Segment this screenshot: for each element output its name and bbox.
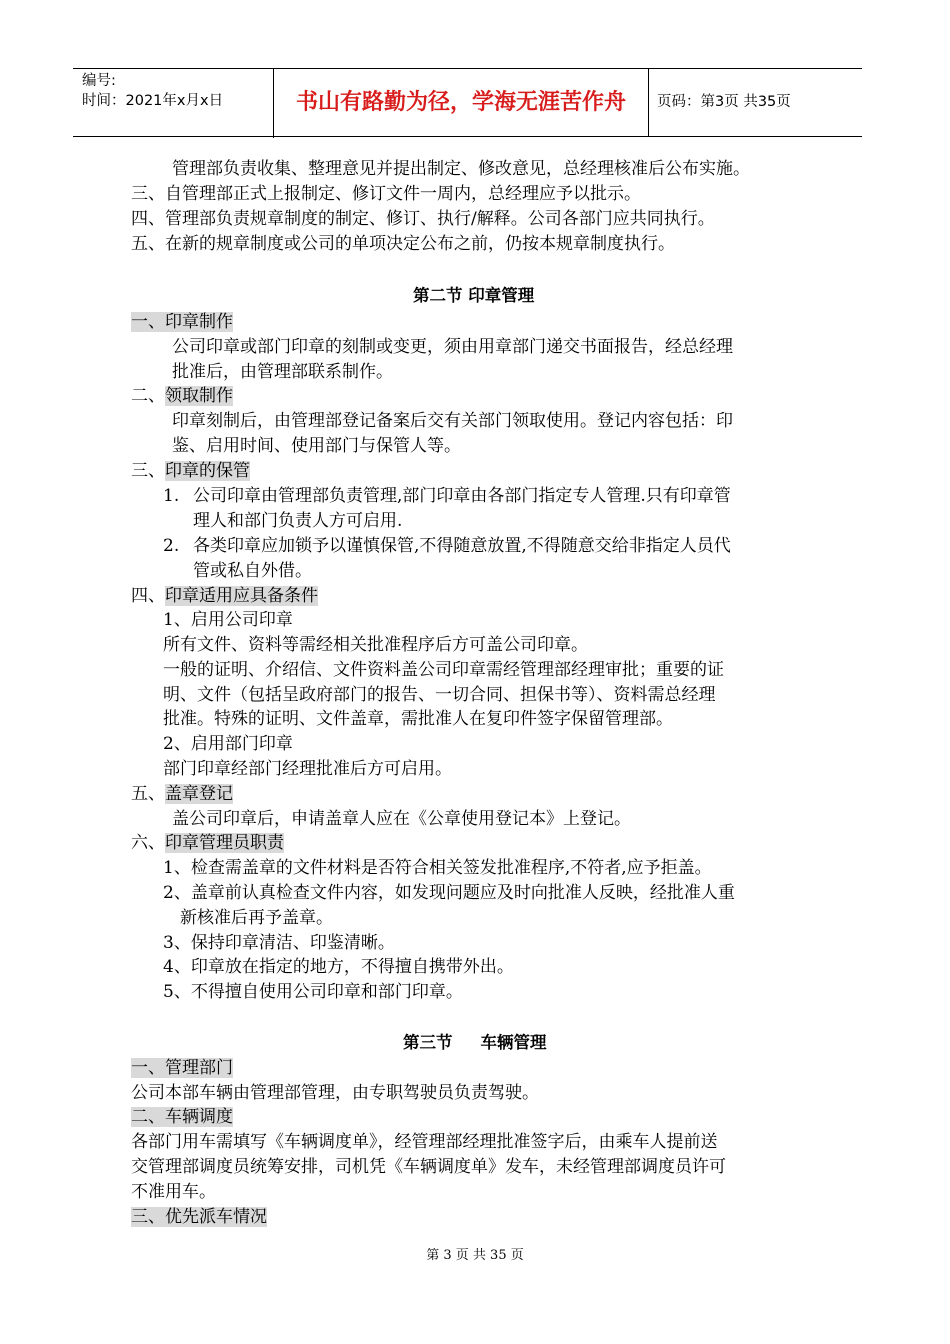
paragraph-line: 五、在新的规章制度或公司的单项决定公布之前，仍按本规章制度执行。	[131, 234, 675, 254]
list-item: 2、盖章前认真检查文件内容，如发现问题应及时向批准人反映，经批准人重	[163, 883, 735, 903]
paragraph-line: 管或私自外借。	[193, 561, 312, 581]
subheading: 一、印章制作	[131, 312, 233, 332]
header-page-number: 页码：第3页 共35页	[657, 94, 791, 110]
list-item: 1. 公司印章由管理部负责管理,部门印章由各部门指定专人管理.只有印章管	[163, 486, 731, 506]
subheading: 三、印章的保管	[131, 461, 250, 481]
paragraph-line: 批准。特殊的证明、文件盖章，需批准人在复印件签字保留管理部。	[163, 709, 673, 729]
header-motto: 书山有路勤为径，学海无涯苦作舟	[274, 69, 649, 136]
page-footer: 第 3 页 共 35 页	[426, 1248, 524, 1263]
subheading: 三、优先派车情况	[131, 1207, 267, 1227]
subheading: 二、领取制作	[131, 386, 233, 406]
paragraph-line: 印章刻制后，由管理部登记备案后交有关部门领取使用。登记内容包括：印	[172, 411, 733, 431]
document-header	[73, 68, 862, 137]
list-item: 5、不得擅自使用公司印章和部门印章。	[163, 982, 463, 1002]
list-item: 2. 各类印章应加锁予以谨慎保管,不得随意放置,不得随意交给非指定人员代	[163, 536, 731, 556]
paragraph-line: 各部门用车需填写《车辆调度单》，经管理部经理批准签字后，由乘车人提前送	[131, 1132, 718, 1152]
header-meta	[73, 69, 274, 138]
paragraph-line: 不准用车。	[131, 1182, 216, 1202]
paragraph-line: 批准后，由管理部联系制作。	[172, 362, 393, 382]
paragraph-line: 鉴、启用时间、使用部门与保管人等。	[172, 436, 461, 456]
paragraph-line: 四、管理部负责规章制度的制定、修订、执行/解释。公司各部门应共同执行。	[131, 209, 715, 229]
paragraph-line: 管理部负责收集、整理意见并提出制定、修改意见，总经理核准后公布实施。	[172, 159, 750, 179]
paragraph-line: 公司印章或部门印章的刻制或变更，须由用章部门递交书面报告，经总经理	[172, 337, 733, 357]
paragraph-line: 部门印章经部门经理批准后方可启用。	[163, 759, 452, 779]
paragraph-line: 所有文件、资料等需经相关批准程序后方可盖公司印章。	[163, 635, 588, 655]
doc-date: 时间：2021年x月x日	[82, 93, 224, 109]
doc-number-label: 编号:	[82, 73, 116, 89]
section-title: 第三节 车辆管理	[403, 1033, 547, 1052]
paragraph-line: 交管理部调度员统筹安排，司机凭《车辆调度单》发车，未经管理部调度员许可	[131, 1157, 726, 1177]
paragraph-line: 2、启用部门印章	[163, 734, 293, 754]
subheading: 一、管理部门	[131, 1058, 233, 1078]
paragraph-line: 一般的证明、介绍信、文件资料盖公司印章需经管理部经理审批；重要的证	[163, 660, 724, 680]
paragraph-line: 盖公司印章后，申请盖章人应在《公章使用登记本》上登记。	[172, 809, 631, 829]
paragraph-line: 公司本部车辆由管理部管理，由专职驾驶员负责驾驶。	[131, 1083, 539, 1103]
section-title: 第二节 印章管理	[413, 286, 535, 305]
subheading: 四、印章适用应具备条件	[131, 586, 318, 606]
subheading: 六、印章管理员职责	[131, 833, 284, 853]
list-item: 3、保持印章清洁、印鉴清晰。	[163, 933, 395, 953]
paragraph-line: 1、启用公司印章	[163, 610, 293, 630]
list-item: 4、印章放在指定的地方，不得擅自携带外出。	[163, 957, 514, 977]
paragraph-line: 新核准后再予盖章。	[180, 908, 333, 928]
paragraph-line: 三、自管理部正式上报制定、修订文件一周内，总经理应予以批示。	[131, 184, 641, 204]
subheading: 二、车辆调度	[131, 1107, 233, 1127]
paragraph-line: 明、文件（包括呈政府部门的报告、一切合同、担保书等）、资料需总经理	[163, 685, 716, 705]
subheading: 五、盖章登记	[131, 784, 233, 804]
paragraph-line: 理人和部门负责人方可启用.	[193, 511, 403, 531]
list-item: 1、检查需盖章的文件材料是否符合相关签发批准程序,不符者,应予拒盖。	[163, 858, 712, 878]
